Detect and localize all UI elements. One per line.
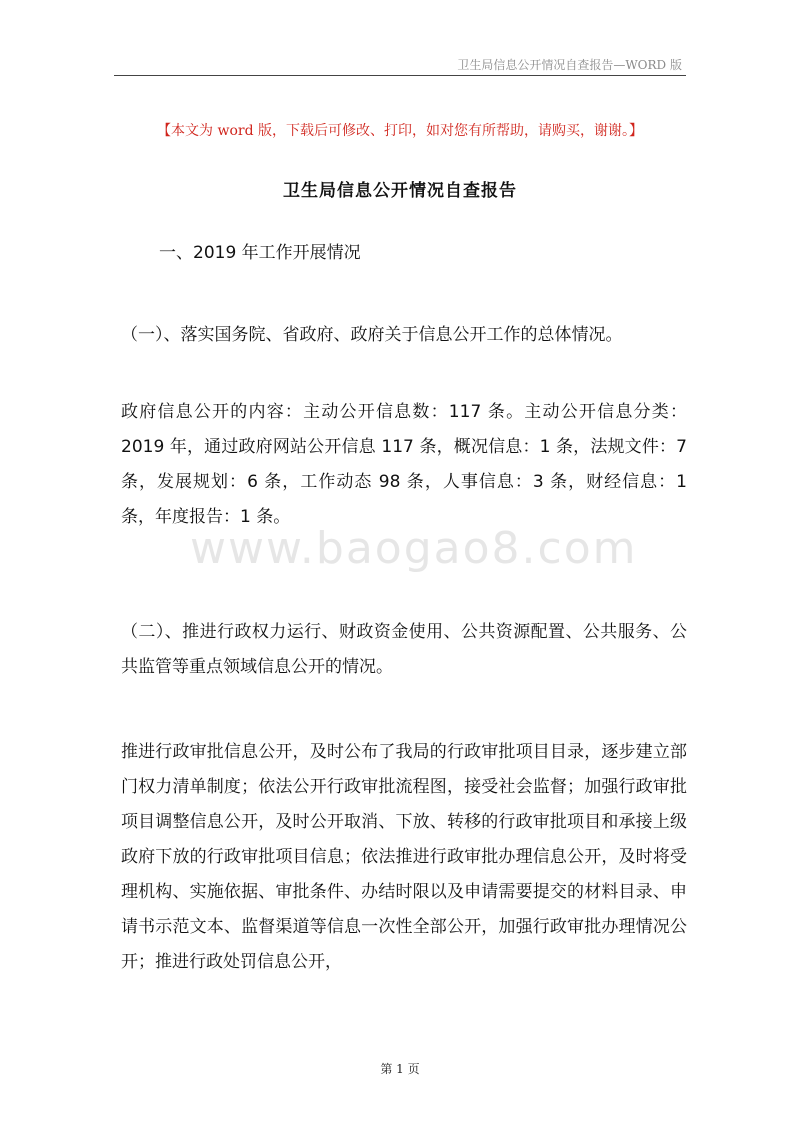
running-header: 卫生局信息公开情况自查报告—WORD 版 <box>457 58 682 72</box>
document-title: 卫生局信息公开情况自查报告 <box>283 181 517 201</box>
page-number: 第 1 页 <box>380 1062 420 1076</box>
subsection-heading-1: （一）、落实国务院、省政府、政府关于信息公开工作的总体情况。 <box>121 325 623 345</box>
body-paragraph-1: 政府信息公开的内容：主动公开信息数：117 条。主动公开信息分类：2019 年，通过政府网站公开信息 117 条，概况信息：1 条，法规文件：7 条，发展规划：6 条，工作动态 98 条，人事信息：3 条，财经信息：1 条，年度报告：1 条。 <box>121 402 687 527</box>
body-paragraph-2: 推进行政审批信息公开，及时公布了我局的行政审批项目目录，逐步建立部门权力清单制度；依法公开行政审批流程图，接受社会监督；加强行政审批项目调整信息公开，及时公开取消、下放、转移的行政审批项目和承接上级政府下放的行政审批项目信息；依法推进行政审批办理信息公开，及时将受理机构、实施依据、审批条件、办结时限以及申请需要提交的材料目录、申请书示范文本、监督渠道等信息一次性全部公开，加强行政审批办理情况公开；推进行政处罚信息公开， <box>121 742 687 972</box>
subsection-heading-2: （二）、推进行政权力运行、财政资金使用、公共资源配置、公共服务、公共监管等重点领域信息公开的情况。 <box>121 622 687 677</box>
header-divider <box>114 75 686 76</box>
purchase-notice: 【本文为 word 版，下载后可修改、打印，如对您有所帮助，请购买，谢谢。】 <box>157 123 643 139</box>
watermark: www.baogao8.com <box>190 523 638 574</box>
section-heading-1: 一、2019 年工作开展情况 <box>159 243 361 263</box>
